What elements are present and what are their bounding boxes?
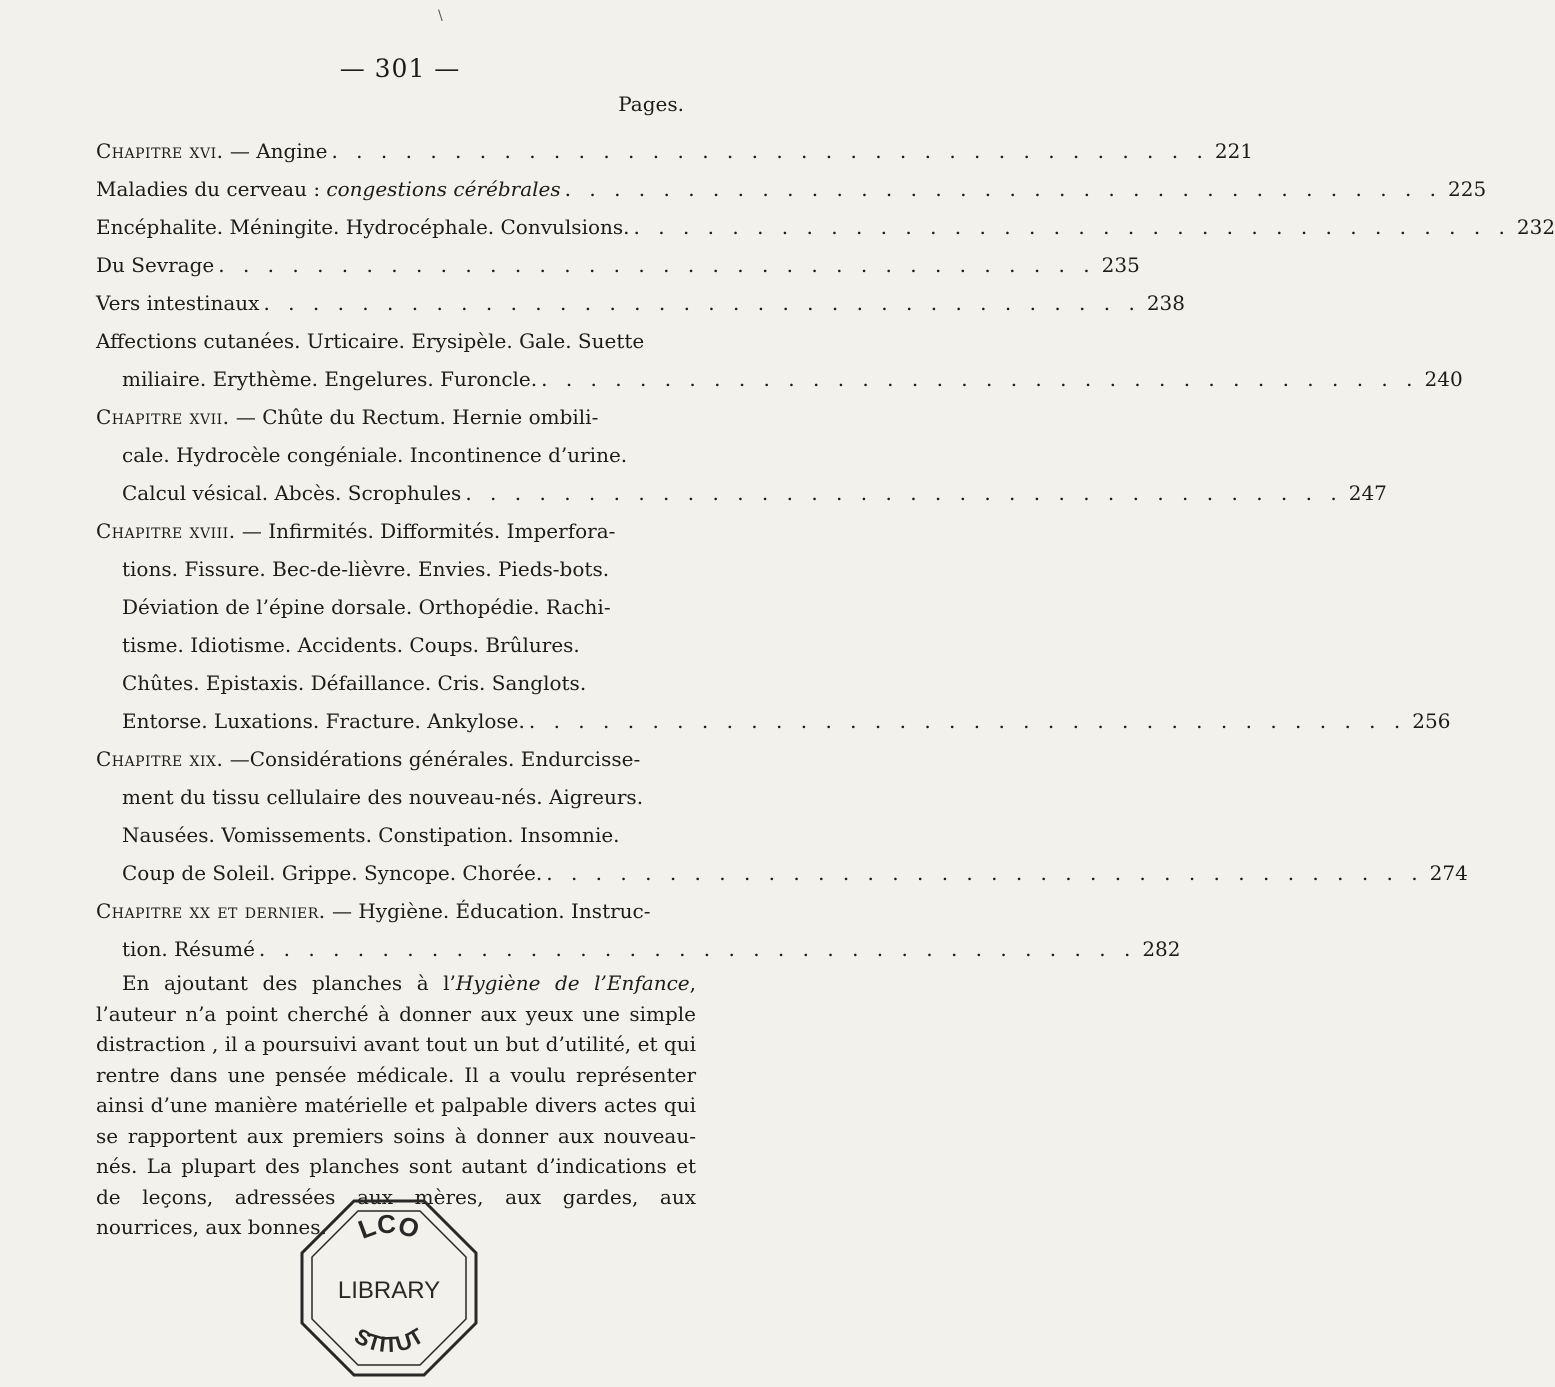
toc-page-number: 225 <box>1448 177 1487 201</box>
toc-entry-title: — Angine <box>223 139 328 163</box>
toc-line-text <box>122 550 609 588</box>
page-number: — 301 — <box>339 54 461 83</box>
paragraph-text-start: En ajoutant des planches à l’ <box>122 971 456 995</box>
toc-line <box>96 436 684 474</box>
toc-line-text <box>122 360 537 398</box>
toc-line <box>96 930 1181 968</box>
toc-page-number: 282 <box>1142 937 1181 961</box>
book-title-italic: Hygiène de l’Enfance <box>455 971 690 995</box>
toc-entry-title: Chûtes. Epistaxis. Défaillance. Cris. Sanglots. <box>122 671 587 695</box>
toc-page-number: 235 <box>1101 253 1140 277</box>
toc-line <box>96 702 1451 740</box>
toc-page-number: 256 <box>1412 709 1451 733</box>
toc-entry-title: Encéphalite. Méningite. Hydrocéphale. Convulsions. <box>96 215 630 239</box>
dot-leader: . . . . . . . . . . . . . . . . . . . . . . . . . . . . . . . . . . . . <box>218 253 1096 277</box>
toc-line-text <box>96 512 615 550</box>
toc-entry <box>96 246 1140 284</box>
toc-line-text <box>96 132 327 170</box>
toc-entry-title: Vers intestinaux <box>96 291 260 315</box>
toc-page-number: 238 <box>1146 291 1186 315</box>
toc-entry-title: tion. Résumé <box>122 937 255 961</box>
chapter-heading: Chapitre xviii. <box>96 519 236 543</box>
toc-entry-title: miliaire. Erythème. Engelures. Furoncle. <box>122 367 538 391</box>
toc-entry-title: tisme. Idiotisme. Accidents. Coups. Brûlures. <box>122 633 580 657</box>
stamp-top-text <box>354 1209 423 1245</box>
toc-line-text <box>122 816 620 854</box>
toc-entry-title: Nausées. Vomissements. Constipation. Insomnie. <box>122 823 620 847</box>
toc-line-text <box>96 246 214 284</box>
toc-entry <box>96 170 1487 208</box>
toc-page-number: 274 <box>1429 861 1468 885</box>
toc-entry-italic: congestions cérébrales <box>326 177 561 201</box>
pages-column-label: Pages. <box>618 92 684 116</box>
toc-line <box>96 474 1387 512</box>
toc-entry <box>96 322 1463 398</box>
dot-leader: . . . . . . . . . . . . . . . . . . . . . . . . . . . . . . . . . . . . <box>546 861 1424 885</box>
toc-line <box>96 778 684 816</box>
toc-line-text <box>96 208 630 246</box>
toc-line-text <box>122 588 611 626</box>
chapter-heading: Chapitre xvii. <box>96 405 230 429</box>
toc-entry <box>96 398 1387 512</box>
toc-entry-title: — Chûte du Rectum. Hernie ombili- <box>229 405 599 429</box>
toc-line <box>96 816 684 854</box>
dot-leader: . . . . . . . . . . . . . . . . . . . . . . . . . . . . . . . . . . . . <box>263 291 1141 315</box>
toc-line <box>96 170 1487 208</box>
toc-entry <box>96 208 1555 246</box>
toc-line <box>96 854 1468 892</box>
toc-line <box>96 208 1555 246</box>
toc-line-text <box>122 664 586 702</box>
paragraph-text-rest: , l’auteur n’a point cherché à donner aux yeux une simple distraction , il a poursuivi avant tout un but d’utilité, et qui rentre dans une pensée médicale. Il a voulu représenter ainsi d’une manière matérielle et palpable divers actes qui se rapportent aux premiers soins à donner aux nouveau-nés. La plupart des planches sont autant d’indications et de leçons, adressées aux mères, aux gardes, aux nourrices, aux bonnes. <box>96 971 696 1239</box>
stamp-bottom-text <box>350 1323 428 1357</box>
toc-page-number: 221 <box>1214 139 1254 163</box>
toc-line-text <box>96 322 644 360</box>
toc-entry-title: tions. Fissure. Bec-de-lièvre. Envies. Pieds-bots. <box>122 557 610 581</box>
dot-leader: . . . . . . . . . . . . . . . . . . . . . . . . . . . . . . . . . . . . <box>258 937 1137 961</box>
toc-line <box>96 626 684 664</box>
dot-leader: . . . . . . . . . . . . . . . . . . . . . . . . . . . . . . . . . . . . <box>528 709 1407 733</box>
toc-entry-title: Calcul vésical. Abcès. Scrophules <box>122 481 462 505</box>
dot-leader: . . . . . . . . . . . . . . . . . . . . . . . . . . . . . . . . . . . . <box>564 177 1443 201</box>
toc-line <box>96 360 1463 398</box>
toc-page-number: 232 <box>1516 215 1555 239</box>
dot-leader: . . . . . . . . . . . . . . . . . . . . . . . . . . . . . . . . . . . . <box>331 139 1209 163</box>
toc-line-text <box>122 436 627 474</box>
toc-entry-title: Coup de Soleil. Grippe. Syncope. Chorée. <box>122 861 543 885</box>
toc-entry-title: cale. Hydrocèle congéniale. Incontinence d’urine. <box>122 443 628 467</box>
chapter-heading: Chapitre xx et dernier. <box>96 899 326 923</box>
library-stamp <box>294 1193 484 1383</box>
toc-line <box>96 322 684 360</box>
toc-line-text <box>96 284 259 322</box>
toc-entry <box>96 892 1181 968</box>
toc-entry-title: Maladies du cerveau : <box>96 177 327 201</box>
toc-entry-title: —Considérations générales. Endurcisse- <box>223 747 641 771</box>
toc-entry-title: ment du tissu cellulaire des nouveau-nés. Aigreurs. <box>122 785 644 809</box>
toc-page-number: 240 <box>1424 367 1463 391</box>
toc-entry-title: Du Sevrage <box>96 253 215 277</box>
toc-entry-title: — Hygiène. Éducation. Instruc- <box>325 899 651 923</box>
toc-line-text <box>122 854 542 892</box>
toc-line-text <box>96 170 561 208</box>
toc-page-number: 247 <box>1348 481 1387 505</box>
toc-line-text <box>96 740 640 778</box>
stamp-center-text: LIBRARY <box>337 1277 441 1304</box>
toc-line <box>96 246 1140 284</box>
toc-line-text <box>96 892 651 930</box>
toc-entry <box>96 132 1254 170</box>
toc-line-text <box>122 702 525 740</box>
stamp-top-text-path: LCO <box>354 1208 424 1245</box>
dot-leader: . . . . . . . . . . . . . . . . . . . . . . . . . . . . . . . . . . . . <box>541 367 1419 391</box>
toc-entry-title: Affections cutanées. Urticaire. Erysipèle. Gale. Suette <box>96 329 645 353</box>
dot-leader: . . . . . . . . . . . . . . . . . . . . . . . . . . . . . . . . . . . . <box>633 215 1511 239</box>
stamp-bottom-text-path: STITUT <box>350 1323 428 1358</box>
toc-line-text <box>122 930 255 968</box>
toc-entry-title: — Infirmités. Difformités. Imperfora- <box>235 519 616 543</box>
library-stamp-graphic <box>294 1193 484 1383</box>
toc-line <box>96 664 684 702</box>
table-of-contents <box>96 132 1555 968</box>
toc-entry <box>96 740 1468 892</box>
dot-leader: . . . . . . . . . . . . . . . . . . . . . . . . . . . . . . . . . . . . <box>465 481 1343 505</box>
toc-line-text <box>122 626 580 664</box>
toc-line-text <box>122 778 643 816</box>
toc-entry-title: Entorse. Luxations. Fracture. Ankylose. <box>122 709 525 733</box>
toc-line <box>96 740 684 778</box>
toc-line <box>96 588 684 626</box>
corner-mark: \ <box>438 8 443 24</box>
toc-line <box>96 132 1254 170</box>
toc-line <box>96 550 684 588</box>
toc-line-text <box>122 474 461 512</box>
chapter-heading: Chapitre xix. <box>96 747 224 771</box>
toc-line-text <box>96 398 598 436</box>
chapter-heading: Chapitre xvi. <box>96 139 224 163</box>
toc-line <box>96 284 1186 322</box>
toc-entry <box>96 284 1186 322</box>
toc-entry <box>96 512 1451 740</box>
toc-line <box>96 398 684 436</box>
toc-entry-title: Déviation de l’épine dorsale. Orthopédie. Rachi- <box>122 595 611 619</box>
toc-line <box>96 892 684 930</box>
toc-line <box>96 512 684 550</box>
